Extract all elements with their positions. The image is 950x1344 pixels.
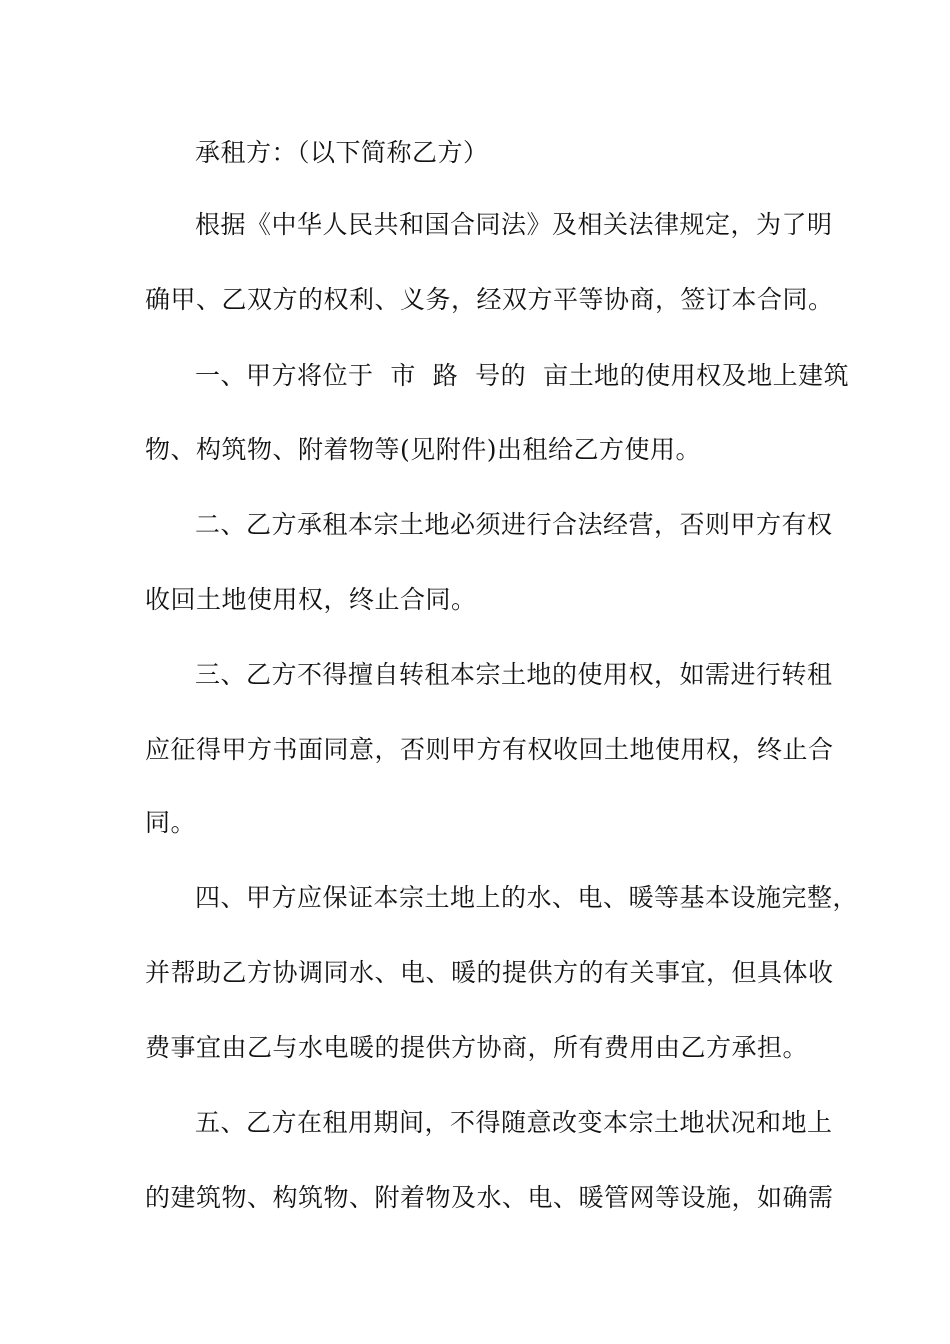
clause-4-line-2: 并帮助乙方协调同水、电、暖的提供方的有关事宜，但具体收: [145, 958, 834, 987]
clause-4-line-3: 费事宜由乙与水电暖的提供方协商，所有费用由乙方承担。: [145, 1033, 809, 1062]
clause-4-line-1: 四、甲方应保证本宗土地上的水、电、暖等基本设施完整，: [195, 883, 859, 912]
clause-3-line-1: 三、乙方不得擅自转租本宗土地的使用权，如需进行转租: [195, 660, 833, 689]
clause-5-line-2: 的建筑物、构筑物、附着物及水、电、暖管网等设施，如确需: [145, 1183, 834, 1212]
preamble-line-1: 根据《中华人民共和国合同法》及相关法律规定，为了明: [195, 210, 833, 239]
clause-3-line-2: 应征得甲方书面同意，否则甲方有权收回土地使用权，终止合: [145, 735, 834, 764]
clause-2-line-2: 收回土地使用权，终止合同。: [145, 585, 477, 614]
clause-2-line-1: 二、乙方承租本宗土地必须进行合法经营，否则甲方有权: [195, 510, 833, 539]
clause-1-line-2: 物、构筑物、附着物等(见附件)出租给乙方使用。: [145, 435, 702, 464]
clause-3-line-3: 同。: [145, 808, 197, 837]
preamble-line-2: 确甲、乙双方的权利、义务，经双方平等协商，签订本合同。: [145, 285, 834, 314]
lessee-line: 承租方：（以下简称乙方）: [195, 138, 489, 167]
clause-1-line-1: 一、甲方将位于 市 路 号的 亩土地的使用权及地上建筑: [195, 361, 850, 390]
clause-5-line-1: 五、乙方在租用期间，不得随意改变本宗土地状况和地上: [195, 1108, 833, 1137]
